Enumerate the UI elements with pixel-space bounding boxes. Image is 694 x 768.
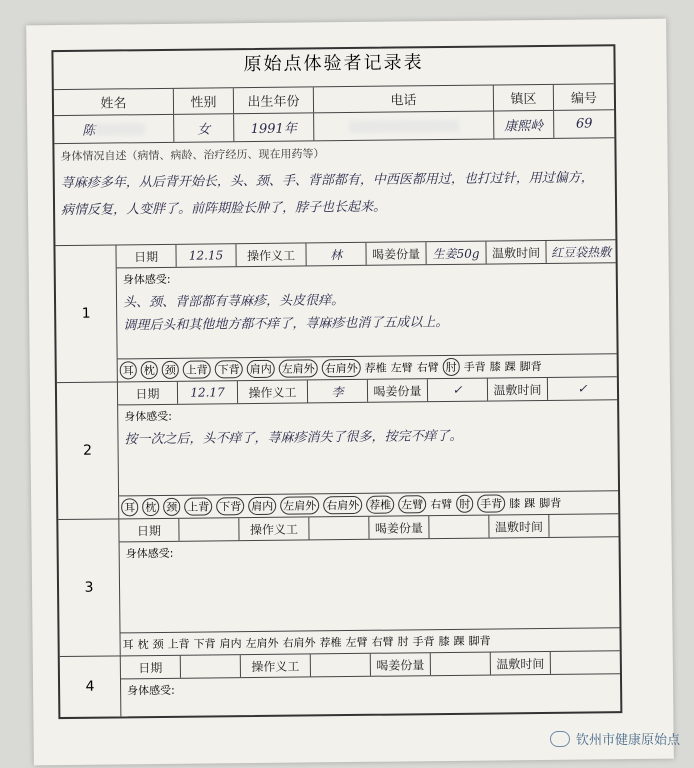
- part: 枕: [142, 498, 159, 516]
- feel-line: 调理后头和其他地方都不痒了，荨麻疹也消了五成以上。: [123, 314, 449, 334]
- part: 下背: [216, 497, 244, 515]
- part: 颈: [152, 637, 164, 652]
- part: 右肩外: [282, 636, 316, 650]
- part: 脚背: [539, 496, 562, 511]
- warm-value: [551, 651, 620, 674]
- operator-value: 林: [306, 243, 366, 266]
- session-number: 2: [57, 382, 119, 519]
- part: 下背: [193, 637, 216, 651]
- part: 脚背: [519, 359, 542, 374]
- value-name: 陈: [54, 115, 174, 143]
- header-phone: 电话: [314, 85, 494, 112]
- feel-label: 身体感受:: [122, 272, 171, 287]
- warm-label: 温敷时间: [491, 652, 551, 675]
- watermark: [550, 729, 680, 748]
- ginger-value: [431, 653, 491, 676]
- part: 左肩外: [245, 636, 279, 651]
- value-phone: [314, 111, 494, 140]
- header-town: 镇区: [494, 85, 554, 111]
- feel-line: 按一次之后，头不痒了，荨麻疹消失了很多，按完不痒了。: [124, 428, 463, 448]
- desc-line: 病情反复，人变胖了。前阵期脸长肿了，脖子也长起来。: [61, 199, 387, 219]
- value-birth-year: 1991年: [234, 113, 314, 141]
- operator-label: 操作义工: [241, 654, 311, 677]
- part: 膝: [509, 497, 521, 511]
- operator-label: 操作义工: [236, 243, 306, 266]
- header-birth-year: 出生年份: [234, 87, 314, 113]
- date-value: [181, 655, 241, 678]
- part: 肩内: [247, 360, 275, 378]
- part: 脚背: [468, 634, 491, 648]
- part: 肘: [443, 358, 460, 376]
- part: 右臂: [371, 635, 394, 649]
- warm-label: 温敷时间: [488, 378, 548, 401]
- date-label: 日期: [119, 519, 179, 542]
- session-number: 1: [55, 245, 117, 382]
- header-name: 姓名: [54, 89, 174, 115]
- part: 肘: [397, 635, 409, 649]
- session-number: 3: [58, 519, 120, 656]
- date-value: [179, 518, 239, 541]
- date-label: 日期: [121, 656, 181, 679]
- part: 上背: [184, 497, 212, 515]
- part: 颈: [162, 361, 179, 379]
- part: 手背: [477, 494, 505, 512]
- value-town: 康熙岭: [494, 111, 554, 139]
- part: 左臂: [345, 635, 368, 650]
- warm-label: 温敷时间: [486, 241, 546, 264]
- body-feeling: [117, 263, 617, 359]
- value-number: 69: [575, 116, 593, 132]
- part: 枕: [137, 638, 149, 652]
- ginger-label: 喝姜份量: [366, 242, 426, 265]
- part: 肘: [456, 495, 473, 513]
- ginger-value: [429, 516, 489, 539]
- part: 荐椎: [364, 361, 387, 375]
- part: 左肩外: [280, 496, 319, 514]
- part: 左肩外: [279, 359, 318, 377]
- feel-label: 身体感受:: [124, 409, 173, 424]
- part: 手背: [412, 635, 435, 649]
- part: 右肩外: [323, 496, 362, 514]
- value-gender: 女: [174, 114, 234, 142]
- session-number: 4: [60, 656, 122, 717]
- part: 上背: [183, 360, 211, 378]
- desc-line: 荨麻疹多年，从后背开始长，头、颈、手、背部都有，中西医都用过，也打过针，用过偏方，: [60, 170, 594, 192]
- warm-label: 温敷时间: [489, 515, 549, 538]
- watermark-text: 钦州市健康原始点: [575, 733, 680, 748]
- ginger-value: 生姜50g: [426, 242, 486, 265]
- session-2: [57, 377, 618, 520]
- date-value: 12.15: [176, 244, 236, 267]
- header-number: 编号: [570, 91, 598, 107]
- part: 左臂: [390, 361, 413, 375]
- feel-label: 身体感受:: [125, 546, 174, 561]
- part: 荐椎: [366, 496, 394, 514]
- body-feeling: [121, 674, 620, 716]
- operator-label: 操作义工: [239, 517, 309, 540]
- session-4: [60, 651, 621, 717]
- operator-value: 李: [308, 380, 368, 403]
- operator-value: [309, 517, 369, 540]
- part: 右肩外: [322, 359, 361, 377]
- part: 耳: [122, 638, 134, 652]
- body-feeling: [118, 400, 618, 496]
- ginger-value: ✓: [428, 379, 488, 402]
- wechat-icon: [550, 731, 570, 747]
- ginger-label: 喝姜份量: [369, 516, 429, 539]
- desc-label: 身体情况自述（病情、病龄、治疗经历、现在用药等）: [60, 147, 325, 164]
- part: 膝: [438, 634, 450, 649]
- operator-value: [311, 654, 371, 677]
- part: 踝: [453, 634, 465, 648]
- part: 荐椎: [319, 636, 342, 650]
- paper-sheet: [26, 19, 674, 766]
- feel-line: 头、颈、背部都有荨麻疹，头皮很痒。: [122, 293, 345, 311]
- date-label: 日期: [118, 382, 178, 405]
- date-label: 日期: [116, 245, 176, 268]
- part: 颈: [163, 498, 180, 516]
- part: 耳: [121, 498, 138, 516]
- part: 下背: [215, 360, 243, 378]
- part: 上背: [167, 637, 190, 651]
- part: 右臂: [416, 361, 439, 375]
- part: 耳: [120, 361, 137, 379]
- part: 膝: [489, 360, 501, 374]
- date-value: 12.17: [178, 381, 238, 404]
- warm-value: [549, 514, 618, 537]
- form-title: 原始点体验者记录表: [53, 46, 613, 90]
- part: 枕: [141, 361, 158, 379]
- part: 踝: [524, 497, 536, 511]
- record-form: [51, 44, 622, 719]
- header-gender: 性别: [174, 88, 234, 114]
- ginger-label: 喝姜份量: [368, 379, 428, 402]
- warm-value: 红豆袋热敷: [550, 244, 612, 260]
- body-feeling: [120, 537, 620, 633]
- warm-value: ✓: [577, 381, 588, 396]
- session-1: [55, 240, 616, 383]
- feel-label: 身体感受:: [127, 683, 175, 698]
- part: 踝: [504, 360, 516, 374]
- part: 右臂: [430, 497, 453, 512]
- session-3: [58, 514, 619, 657]
- ginger-label: 喝姜份量: [371, 653, 431, 676]
- part: 左臂: [398, 495, 426, 513]
- self-description: [54, 138, 615, 246]
- part: 手背: [463, 360, 486, 374]
- part: 肩内: [219, 637, 242, 651]
- part: 肩内: [248, 497, 276, 515]
- operator-label: 操作义工: [238, 380, 308, 403]
